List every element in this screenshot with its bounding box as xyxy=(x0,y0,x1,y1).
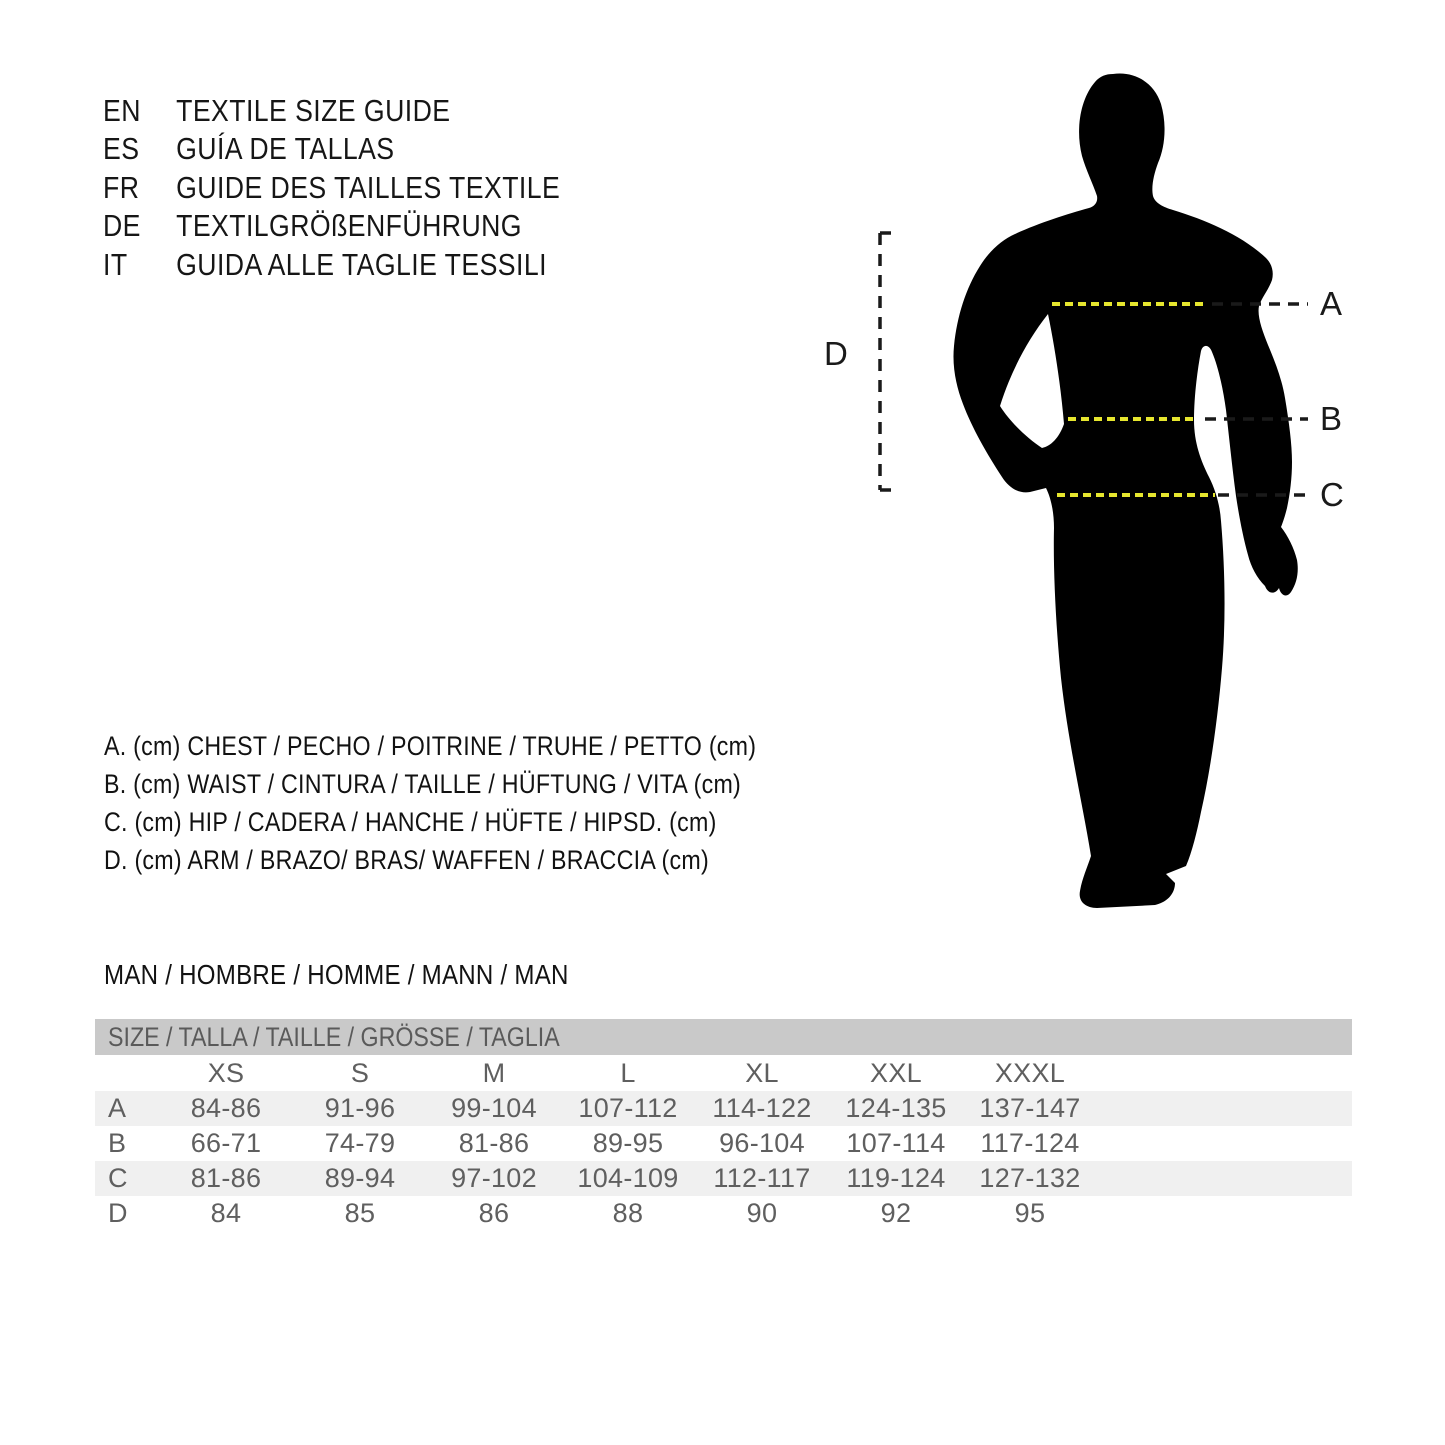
size-table xyxy=(95,1019,1352,1231)
size-col-l: L xyxy=(620,1058,636,1088)
language-code: IT xyxy=(103,246,128,282)
size-col-xxl: XXL xyxy=(870,1058,922,1088)
legend-waist: B. (cm) WAIST / CINTURA / TAILLE / HÜFTUNG / VITA (cm) xyxy=(104,769,742,799)
cell-value: 81-86 xyxy=(458,1128,530,1158)
cell-value: 85 xyxy=(344,1198,376,1228)
row-label: B xyxy=(108,1128,127,1158)
size-col-spacer xyxy=(95,1055,159,1091)
section-title-man xyxy=(104,959,644,991)
cell-value: 81-86 xyxy=(190,1163,262,1193)
section-title-text: MAN / HOMBRE / HOMME / MANN / MAN xyxy=(104,959,569,990)
language-title: GUÍA DE TALLAS xyxy=(176,131,395,167)
legend-hip: C. (cm) HIP / CADERA / HANCHE / HÜFTE / HIPSD. (cm) xyxy=(104,807,717,837)
cell-value: 84-86 xyxy=(190,1093,262,1123)
language-code: DE xyxy=(103,208,141,244)
cell-value: 92 xyxy=(880,1198,912,1228)
cell-value: 90 xyxy=(746,1198,778,1228)
size-col-xl: XL xyxy=(745,1058,779,1088)
cell-value: 117-124 xyxy=(980,1128,1080,1158)
language-code: EN xyxy=(103,93,141,128)
row-label: D xyxy=(108,1198,128,1228)
legend-chest: A. (cm) CHEST / PECHO / POITRINE / TRUHE / PETTO (cm) xyxy=(104,731,757,761)
language-title: GUIDE DES TAILLES TEXTILE xyxy=(176,169,561,205)
cell-value: 137-147 xyxy=(979,1093,1081,1123)
cell-value: 119-124 xyxy=(846,1163,946,1193)
size-col-s: S xyxy=(350,1058,370,1088)
cell-value: 74-79 xyxy=(324,1128,396,1158)
cell-value: 99-104 xyxy=(451,1093,537,1123)
language-code: ES xyxy=(103,131,140,167)
language-title: TEXTILGRÖßENFÜHRUNG xyxy=(176,208,522,244)
table-row-hip xyxy=(95,1161,1352,1196)
table-row-waist xyxy=(95,1126,1352,1161)
language-title: GUIDA ALLE TAGLIE TESSILI xyxy=(176,246,547,282)
size-table-header-text: SIZE / TALLA / TAILLE / GRÖSSE / TAGLIA xyxy=(108,1022,560,1052)
cell-value: 95 xyxy=(1014,1198,1046,1228)
table-row-chest xyxy=(95,1091,1352,1126)
cell-value: 96-104 xyxy=(719,1128,805,1158)
size-col-xxxl: XXXL xyxy=(994,1058,1066,1088)
size-col-xs: XS xyxy=(207,1058,245,1088)
language-title: TEXTILE SIZE GUIDE xyxy=(176,93,451,128)
cell-value: 86 xyxy=(478,1198,510,1228)
cell-value: 107-112 xyxy=(578,1093,678,1123)
cell-value: 89-95 xyxy=(592,1128,664,1158)
cell-value: 112-117 xyxy=(713,1163,811,1193)
size-table-header-bar xyxy=(95,1019,1352,1055)
waist-label: B xyxy=(1320,400,1343,437)
measurement-legend xyxy=(104,727,1445,879)
cell-value: 97-102 xyxy=(451,1163,537,1193)
row-label: C xyxy=(108,1163,128,1193)
cell-value: 88 xyxy=(612,1198,644,1228)
row-label: A xyxy=(108,1093,127,1123)
table-row-arm xyxy=(95,1196,1352,1231)
cell-value: 84 xyxy=(210,1198,242,1228)
cell-value: 66-71 xyxy=(190,1128,262,1158)
legend-arm: D. (cm) ARM / BRAZO/ BRAS/ WAFFEN / BRACCIA (cm) xyxy=(104,845,709,875)
cell-value: 89-94 xyxy=(324,1163,396,1193)
cell-value: 114-122 xyxy=(712,1093,812,1123)
hip-label: C xyxy=(1320,476,1344,513)
cell-value: 127-132 xyxy=(979,1163,1081,1193)
size-columns-row xyxy=(95,1055,1352,1091)
cell-value: 104-109 xyxy=(577,1163,679,1193)
arm-label: D xyxy=(824,335,848,372)
cell-value: 91-96 xyxy=(324,1093,396,1123)
cell-value: 107-114 xyxy=(846,1128,946,1158)
cell-value: 124-135 xyxy=(845,1093,947,1123)
language-code: FR xyxy=(103,169,140,205)
size-col-m: M xyxy=(482,1058,506,1088)
chest-label: A xyxy=(1320,285,1343,322)
